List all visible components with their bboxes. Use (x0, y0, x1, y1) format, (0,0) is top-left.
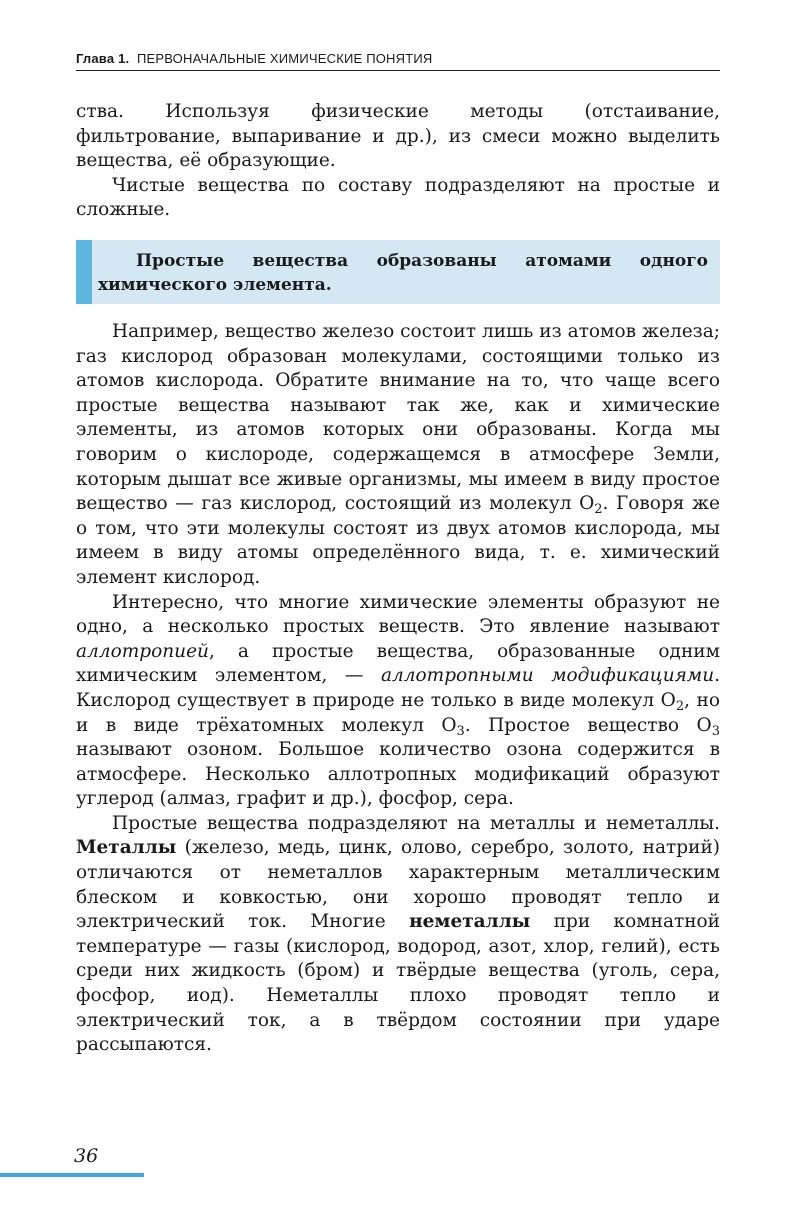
paragraph-allotropy: Интересно, что многие химические элементы образуют не одно, а несколько простых веществ. Это явление называют аллотропией, а простые вещества, образованные одним химическим элементом, — аллотропными модификациями. Кислород существует в природе не только в виде молекул $O_2$, но и в виде трёхатомных молекул $O_3$. Простое вещество $O_3$ называют озоном. Большое количество озона содержится в атмосфере. Несколько аллотропных модификаций образуют углерод (алмаз, графит и др.), фосфор, сера. (76, 591, 720, 810)
definition-accent-bar (76, 240, 92, 304)
chapter-label: Глава 1. (76, 51, 130, 66)
definition-box (76, 240, 720, 304)
paragraph-classification: Чистые вещества по составу подразделяют на простые и сложные. (76, 174, 720, 221)
term-allotropy: аллотропией (76, 640, 209, 662)
chapter-title: ПЕРВОНАЧАЛЬНЫЕ ХИМИЧЕСКИЕ ПОНЯТИЯ (136, 51, 433, 66)
paragraph-simple-substances: Например, вещество железо состоит лишь из атомов железа; газ кислород образован молекулами, состоящими только из атомов кислорода. Обратите внимание на то, что чаще всего простые вещества называют так же, как и химические элементы, из атомов которых они образованы. Когда мы говорим о кислороде, содержащемся в атмосфере Земли, которым дышат все живые организмы, мы имеем в виду простое вещество — газ кислород, состоящий из молекул $O_2$. Говоря же о том, что эти молекулы состоят из двух атомов кислорода, мы имеем в виду атомы определённого вида, т. е. химический элемент кислород. (76, 321, 721, 588)
definition-text-wrap (98, 249, 708, 297)
intro-paragraphs (76, 100, 720, 223)
running-header (76, 50, 720, 71)
page-number: 36 (74, 1145, 99, 1167)
term-allotropic-modifications: аллотропными модификациями (380, 665, 715, 687)
body-paragraphs (76, 320, 720, 1058)
definition-text: Простые вещества образованы атомами одного химического элемента. (98, 251, 708, 295)
paragraph-continuation: ства. Используя физические методы (отстаивание, фильтрование, выпаривание и др.), из смеси можно выделить вещества, её образующие. (76, 101, 720, 172)
term-metals: Металлы (76, 837, 177, 859)
page-number-bar (0, 1173, 144, 1177)
term-nonmetals: неметаллы (409, 911, 531, 933)
paragraph-metals-nonmetals: Простые вещества подразделяют на металлы и неметаллы. Металлы (железо, медь, цинк, олово, серебро, золото, натрий) отличаются от неметаллов характерным металлическим блеском и ковкостью, они хорошо проводят тепло и электрический ток. Многие неметаллы при комнатной температуре — газы (кислород, водород, азот, хлор, гелий), есть среди них жидкость (бром) и твёрдые вещества (уголь, сера, фосфор, иод). Неметаллы плохо проводят тепло и электрический ток, а в твёрдом состоянии при ударе рассыпаются. (76, 812, 721, 1056)
